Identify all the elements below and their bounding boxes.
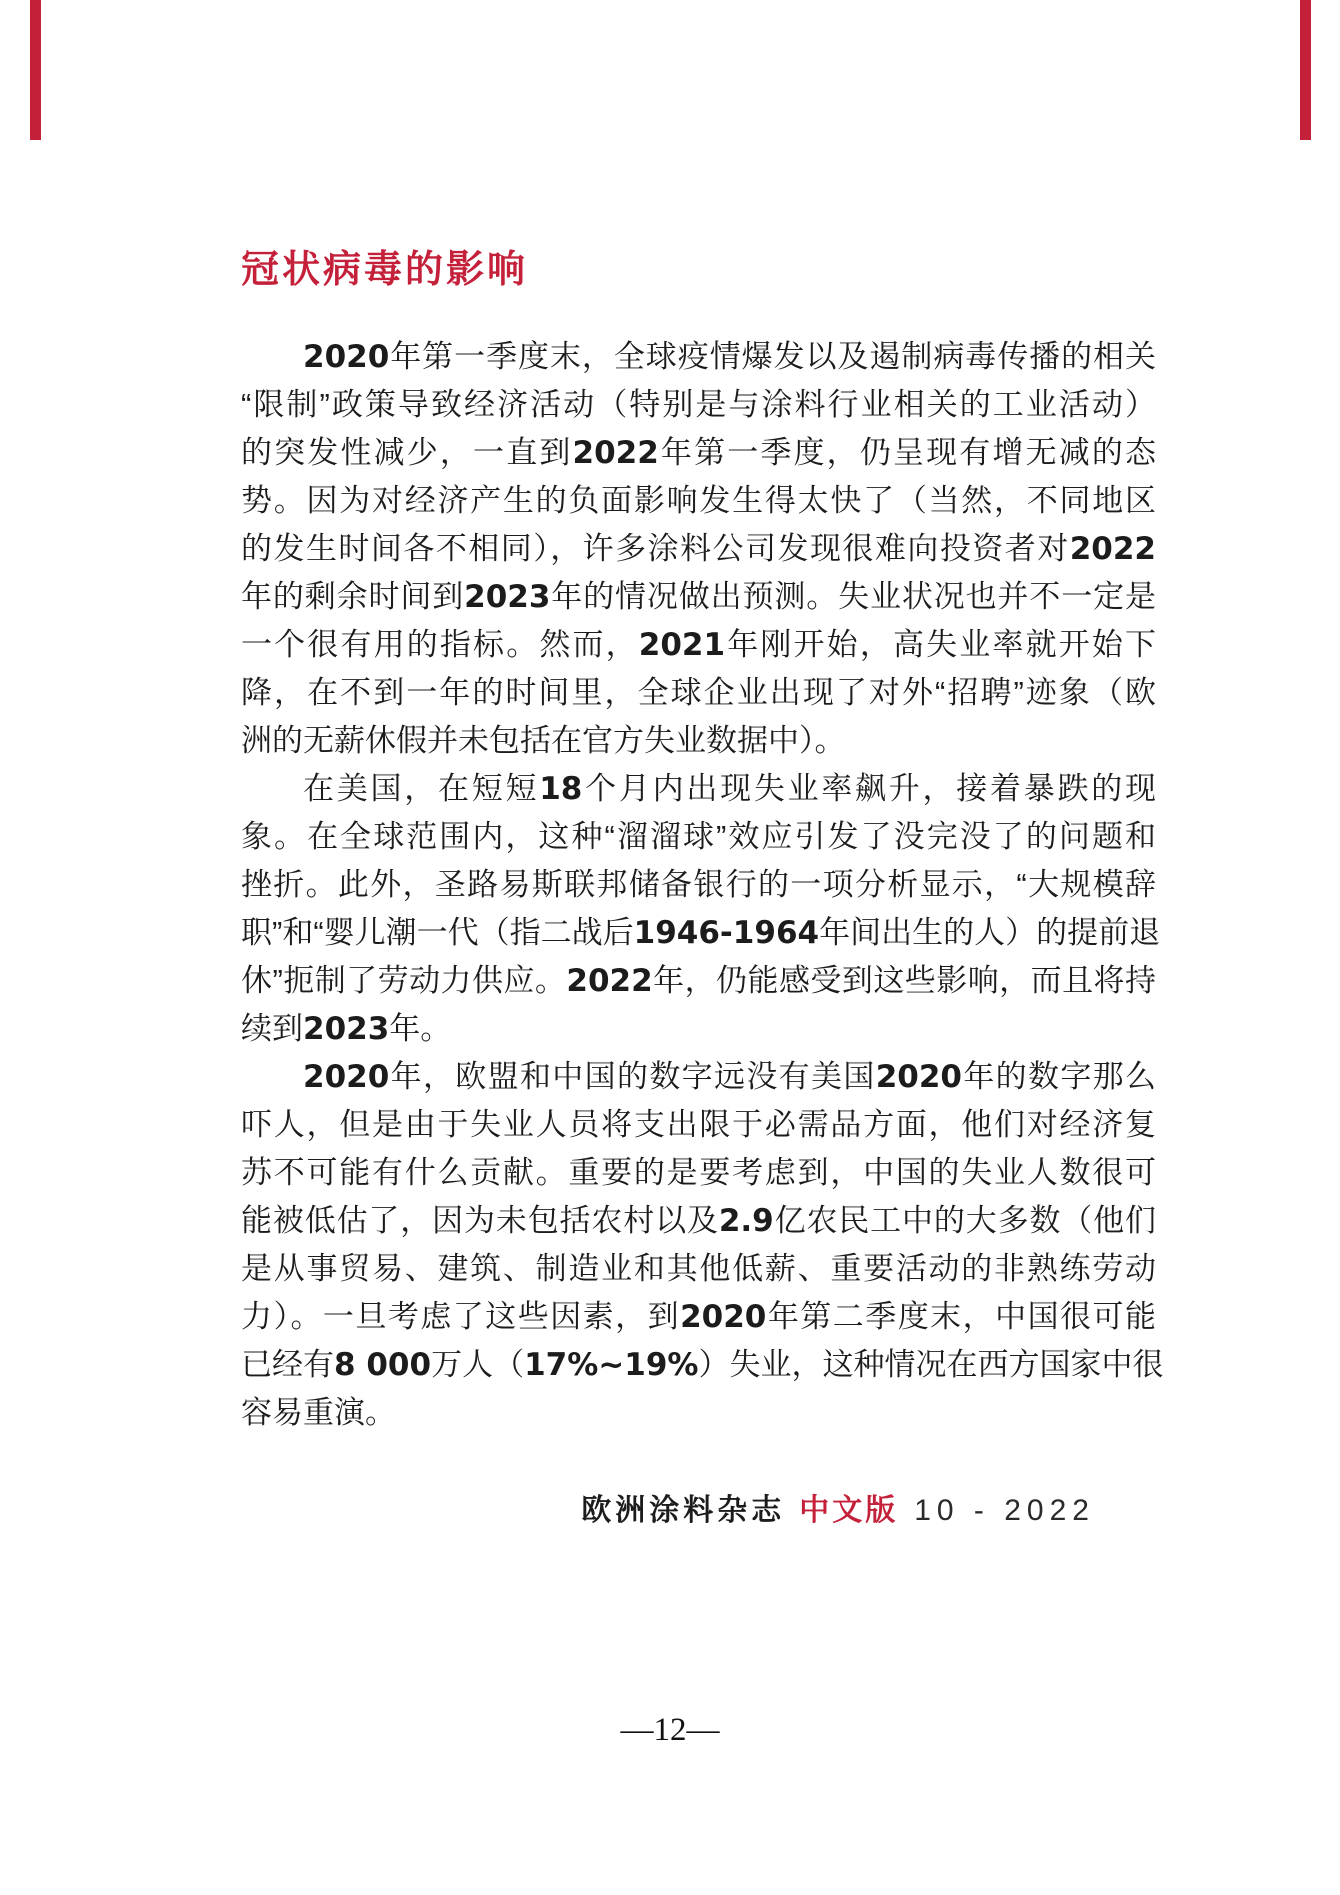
- text-line: 挫折。此外，圣路易斯联邦储备银行的一项分析显示，“大规模辞: [241, 867, 1156, 902]
- text-line: 洲的无薪休假并未包括在官方失业数据中）。: [241, 723, 846, 758]
- text-line: 的突发性减少，一直到2022年第一季度，仍呈现有增无减的态: [241, 435, 1157, 471]
- text-line: 吓人，但是由于失业人员将支出限于必需品方面，他们对经济复: [241, 1107, 1156, 1142]
- text-line: 降，在不到一年的时间里，全球企业出现了对外“招聘”迹象（欧: [241, 675, 1156, 710]
- article-body: [241, 333, 1164, 1437]
- text-line: 年的剩余时间到2023年的情况做出预测。失业状况也并不一定是: [241, 579, 1157, 615]
- text-line: 一个很有用的指标。然而，2021年刚开始，高失业率就开始下: [241, 627, 1157, 663]
- journal-issue: 10 - 2022: [914, 1494, 1095, 1527]
- journal-name: 欧洲涂料杂志: [581, 1494, 786, 1527]
- text-line: 势。因为对经济产生的负面影响发生得太快了（当然，不同地区: [241, 483, 1156, 518]
- page-edge-accent-left: [30, 0, 41, 140]
- text-line: 能被低估了，因为未包括农村以及2.9亿农民工中的大多数（他们: [241, 1203, 1157, 1239]
- journal-edition: 中文版: [799, 1494, 899, 1527]
- article-title: 冠状病毒的影响: [241, 249, 529, 291]
- text-line: 已经有8 000万人（17%~19%）失业，这种情况在西方国家中很: [241, 1347, 1164, 1383]
- text-line: 象。在全球范围内，这种“溜溜球”效应引发了没完没了的问题和: [241, 819, 1156, 854]
- text-line: 力）。一旦考虑了这些因素，到2020年第二季度末，中国很可能: [241, 1299, 1156, 1335]
- text-line: 容易重演。: [241, 1395, 396, 1430]
- text-line: 在美国，在短短18个月内出现失业率飙升，接着暴跌的现: [303, 771, 1157, 807]
- page-edge-accent-right: [1300, 0, 1311, 140]
- text-line: 2020年第一季度末，全球疫情爆发以及遏制病毒传播的相关: [303, 339, 1156, 375]
- text-line: 休”扼制了劳动力供应。2022年，仍能感受到这些影响，而且将持: [241, 963, 1156, 999]
- text-line: “限制”政策导致经济活动（特别是与涂料行业相关的工业活动）: [241, 387, 1156, 422]
- journal-footer: [581, 1494, 1095, 1528]
- text-line: 苏不可能有什么贡献。重要的是要考虑到，中国的失业人数很可: [241, 1155, 1156, 1190]
- text-line: 2020年，欧盟和中国的数字远没有美国2020年的数字那么: [303, 1059, 1157, 1095]
- page-number: —12—: [620, 1712, 720, 1748]
- text-line: 是从事贸易、建筑、制造业和其他低薪、重要活动的非熟练劳动: [241, 1251, 1156, 1286]
- text-line: 职”和“婴儿潮一代（指二战后1946-1964年间出生的人）的提前退: [241, 915, 1161, 951]
- text-line: 续到2023年。: [241, 1011, 452, 1047]
- text-line: 的发生时间各不相同），许多涂料公司发现很难向投资者对2022: [241, 531, 1156, 567]
